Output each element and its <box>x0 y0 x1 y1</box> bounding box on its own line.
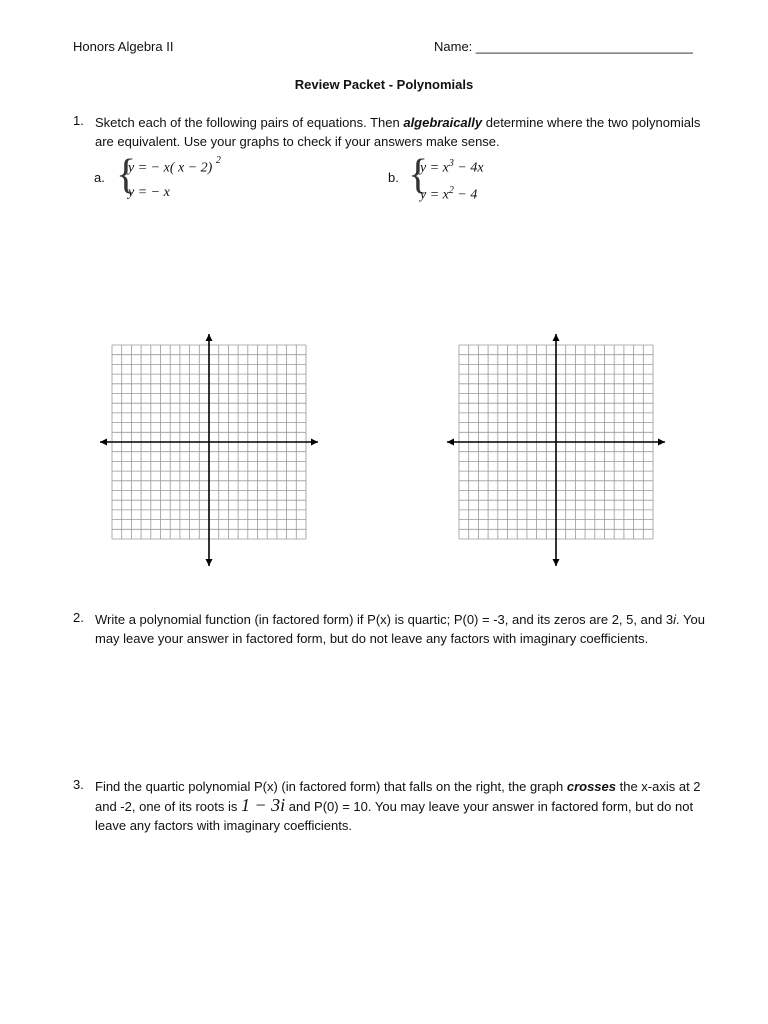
question-3-text <box>95 777 705 835</box>
part-b-equation-1 <box>420 158 484 177</box>
x-axis-arrow-right <box>658 439 665 446</box>
question-1-emphasis: algebraically <box>403 115 483 130</box>
question-3-text-end: and P(0) = 10. You may leave your answer in factored form, but do not leave any factors with imaginary coefficients. <box>95 799 694 833</box>
part-b-eq2-tail: − 4 <box>453 187 478 203</box>
question-2-text <box>95 610 705 648</box>
course-title: Honors Algebra II <box>73 39 174 54</box>
part-b-eq1-base: y = x <box>420 160 449 176</box>
part-a-eq1-body: y = − x( x − 2) <box>128 160 216 176</box>
part-b-equation-2 <box>420 185 477 204</box>
part-a-equation-2: y = − x <box>128 185 170 200</box>
graph-grid-b <box>443 330 669 570</box>
x-axis-arrow-left <box>100 439 107 446</box>
question-2-imaginary-unit: i <box>673 612 677 627</box>
part-b-brace: { <box>408 152 429 198</box>
part-a-equation-1 <box>128 155 221 177</box>
y-axis-arrow-up <box>553 334 560 341</box>
name-field-label: Name: ______________________________ <box>434 39 693 54</box>
question-2-text-start: Write a polynomial function (in factored form) if P(x) is quartic; P(0) = -3, and its zeros are 2, 5, and 3 <box>95 612 674 627</box>
question-2-text-end: . You may leave your answer in factored form, but do not leave any factors with imaginary coefficients. <box>95 612 705 646</box>
graph-grid-a <box>96 330 322 570</box>
part-a-label: a. <box>94 170 105 185</box>
question-1-text-end: determine where the two polynomials are equivalent. Use your graphs to check if your answers make sense. <box>95 115 701 149</box>
part-b-eq1-exponent: 3 <box>448 158 454 169</box>
part-a-brace: { <box>116 152 137 198</box>
part-b-eq2-base: y = x <box>420 187 449 203</box>
question-3-text-middle: the x-axis at 2 and -2, one of its roots is <box>95 779 701 814</box>
x-axis-arrow-right <box>311 439 318 446</box>
question-1-text-start: Sketch each of the following pairs of equations. Then <box>95 115 404 130</box>
part-b-eq1-tail: − 4x <box>453 160 484 176</box>
part-b-label: b. <box>388 170 399 185</box>
y-axis-arrow-down <box>206 559 213 566</box>
y-axis-arrow-up <box>206 334 213 341</box>
question-1-text <box>95 113 705 151</box>
part-b-eq2-exponent: 2 <box>448 185 454 196</box>
question-1-number: 1. <box>73 113 84 128</box>
question-2-number: 2. <box>73 610 84 625</box>
x-axis-arrow-left <box>447 439 454 446</box>
question-3-root: 1 − 3i <box>240 795 286 815</box>
part-a-eq1-exponent: 2 <box>215 155 221 166</box>
question-3-text-start: Find the quartic polynomial P(x) (in factored form) that falls on the right, the graph <box>95 779 567 794</box>
question-3-number: 3. <box>73 777 84 792</box>
y-axis-arrow-down <box>553 559 560 566</box>
question-3-emphasis: crosses <box>566 779 616 794</box>
page-title: Review Packet - Polynomials <box>294 77 474 92</box>
